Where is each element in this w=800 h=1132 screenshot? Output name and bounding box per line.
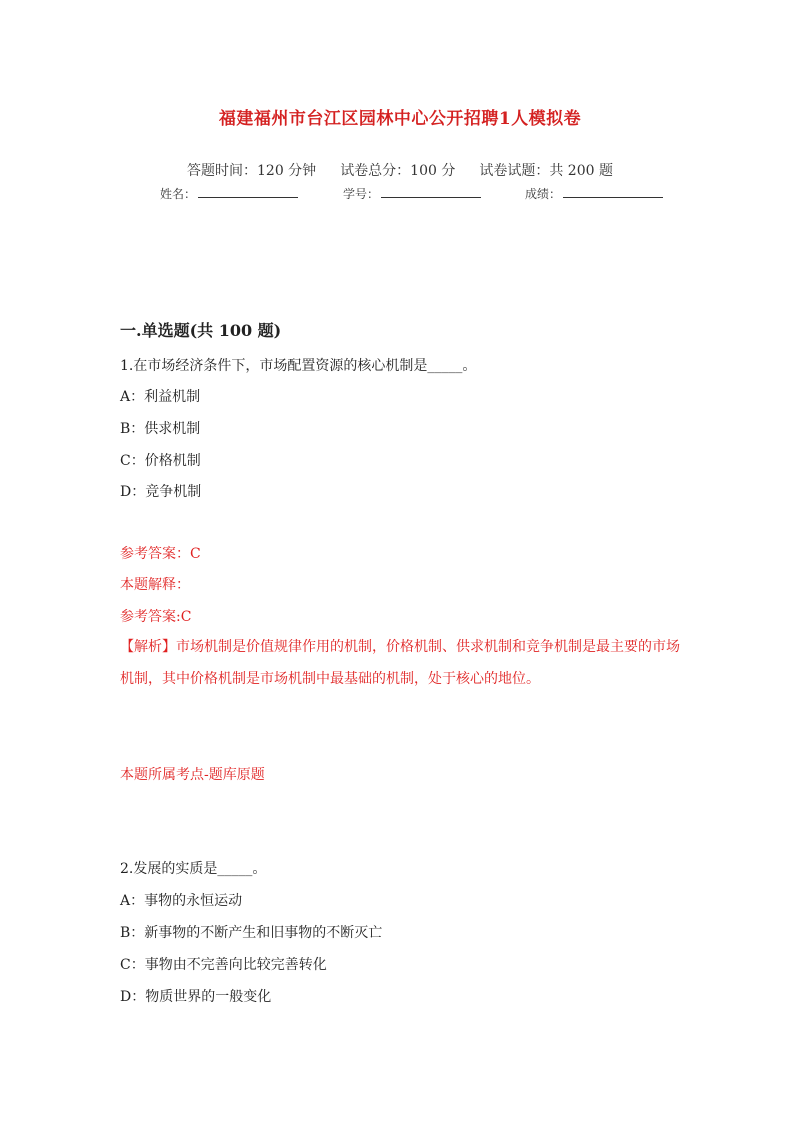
question-stem: 2.发展的实质是_____。 <box>120 861 267 877</box>
section-title: 一.单选题(共 100 题) <box>120 321 282 340</box>
name-field <box>160 185 298 202</box>
answer-line-2: 参考答案:C <box>120 609 192 625</box>
option-b: B：新事物的不断产生和旧事物的不断灭亡 <box>120 925 383 941</box>
exam-time: 答题时间：120 分钟 <box>187 163 317 179</box>
name-label: 姓名： <box>160 187 197 201</box>
analysis-text: 【解析】市场机制是价值规律作用的机制，价格机制、供求机制和竞争机制是最主要的市场机制，其中价格机制是市场机制中最基础的机制，处于核心的地位。 <box>120 639 680 687</box>
answer-line: 参考答案：C <box>120 546 201 562</box>
option-d: D：竞争机制 <box>120 484 202 500</box>
score-label: 成绩： <box>525 187 562 201</box>
option-a: A：事物的永恒运动 <box>120 893 243 909</box>
option-a: A：利益机制 <box>120 389 201 405</box>
score-field <box>525 185 663 202</box>
id-blank[interactable] <box>381 187 481 198</box>
score-blank[interactable] <box>563 187 663 198</box>
exam-total-score: 试卷总分：100 分 <box>340 163 456 179</box>
id-label: 学号： <box>343 187 380 201</box>
option-d: D：物质世界的一般变化 <box>120 989 272 1005</box>
option-c: C：事物由不完善向比较完善转化 <box>120 957 327 973</box>
question-stem: 1.在市场经济条件下，市场配置资源的核心机制是_____。 <box>120 358 477 374</box>
option-c: C：价格机制 <box>120 453 201 469</box>
explain-label: 本题解释： <box>120 577 190 593</box>
source-line: 本题所属考点-题库原题 <box>120 767 265 783</box>
exam-total-questions: 试卷试题：共 200 题 <box>479 163 613 179</box>
exam-info-line <box>0 160 800 180</box>
name-blank[interactable] <box>198 187 298 198</box>
option-b: B：供求机制 <box>120 421 201 437</box>
id-field <box>343 185 481 202</box>
exam-title: 福建福州市台江区园林中心公开招聘1人模拟卷 <box>218 109 582 129</box>
